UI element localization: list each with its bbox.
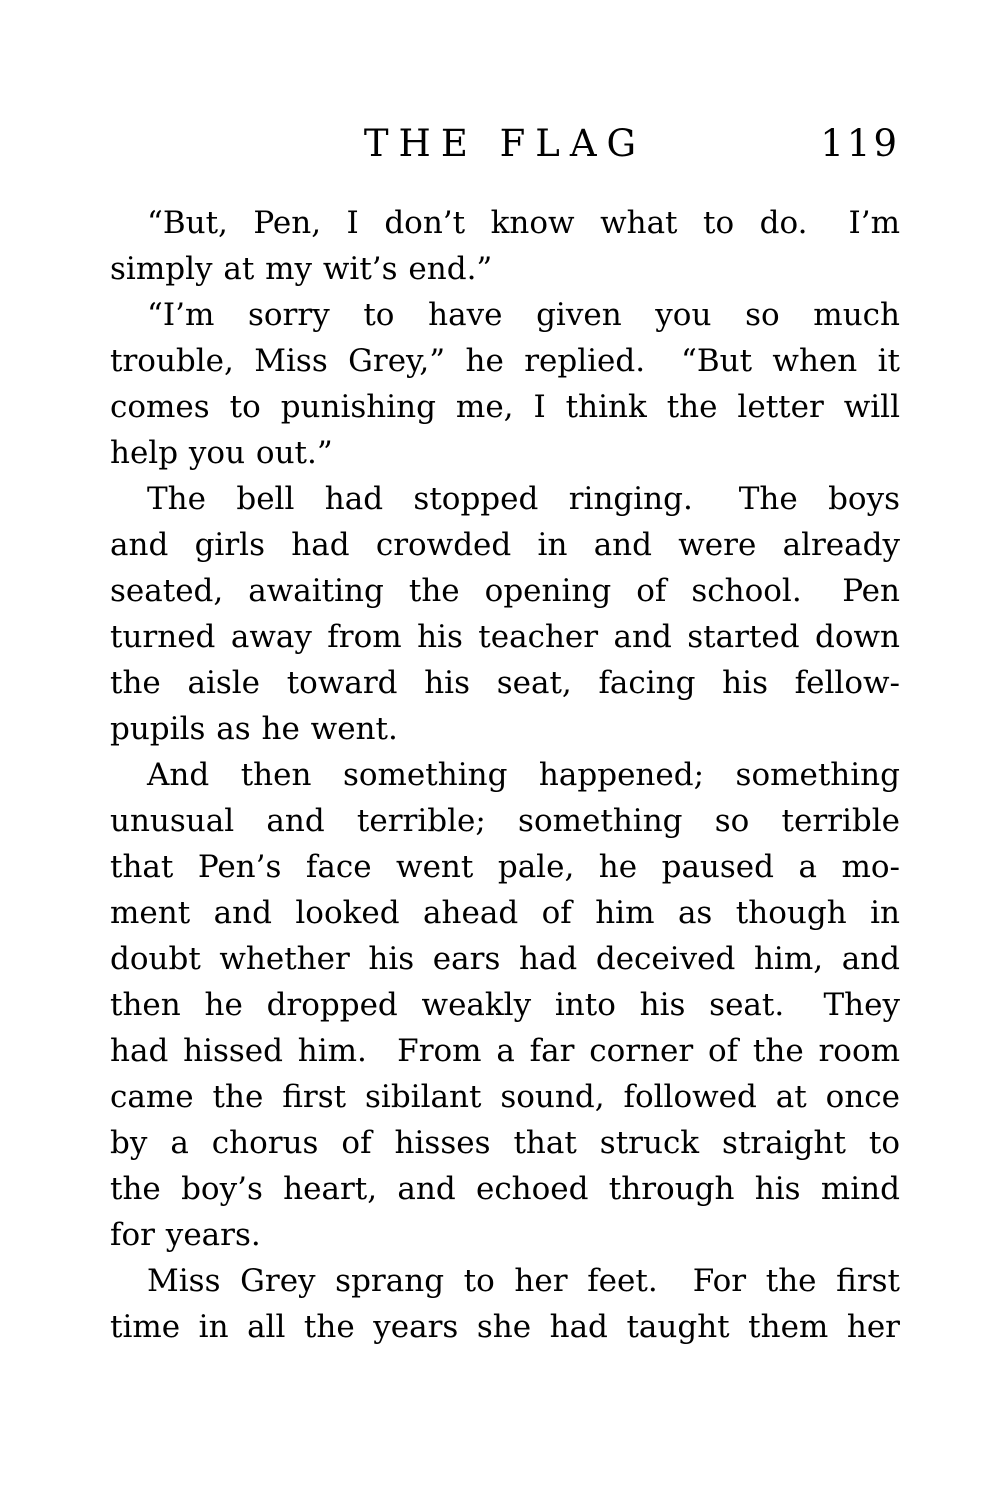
running-head-title: THE FLAG <box>363 122 647 165</box>
text-line: help you out.” <box>110 435 333 471</box>
text-line: The bell had stopped ringing. The boys <box>147 481 900 517</box>
paragraph <box>110 200 900 292</box>
paragraph <box>110 752 900 1258</box>
text-line: the boy’s heart, and echoed through his mind <box>110 1171 900 1207</box>
text-line: trouble, Miss Grey,” he replied. “But when it <box>110 343 900 379</box>
paragraph <box>110 476 900 752</box>
text-line: ment and looked ahead of him as though in <box>110 895 900 931</box>
text-line: seated, awaiting the opening of school. Pen <box>110 573 900 609</box>
text-line: pupils as he went. <box>110 711 398 747</box>
text-line: the aisle toward his seat, facing his fellow- <box>110 665 900 701</box>
text-line: And then something happened; something <box>147 757 900 793</box>
text-line: “But, Pen, I don’t know what to do. I’m <box>147 205 900 241</box>
text-line: came the first sibilant sound, followed at once <box>110 1079 900 1115</box>
text-line: comes to punishing me, I think the letter will <box>110 389 900 425</box>
text-line: time in all the years she had taught them her <box>110 1309 900 1345</box>
paragraph <box>110 292 900 476</box>
text-line: that Pen’s face went pale, he paused a mo- <box>110 849 900 885</box>
text-line: “I’m sorry to have given you so much <box>147 297 900 333</box>
paragraph <box>110 1258 900 1350</box>
text-line: turned away from his teacher and started down <box>110 619 900 655</box>
page-number: 119 <box>820 122 900 165</box>
text-line: Miss Grey sprang to her feet. For the first <box>147 1263 900 1299</box>
text-line: had hissed him. From a far corner of the room <box>110 1033 900 1069</box>
text-line: simply at my wit’s end.” <box>110 251 493 287</box>
text-line: doubt whether his ears had deceived him, and <box>110 941 900 977</box>
text-line: for years. <box>110 1217 261 1253</box>
text-line: and girls had crowded in and were already <box>110 527 900 563</box>
text-line: unusual and terrible; something so terrible <box>110 803 900 839</box>
text-block <box>110 124 900 1350</box>
page-header <box>110 124 900 164</box>
text-line: then he dropped weakly into his seat. They <box>110 987 900 1023</box>
text-line: by a chorus of hisses that struck straight to <box>110 1125 900 1161</box>
